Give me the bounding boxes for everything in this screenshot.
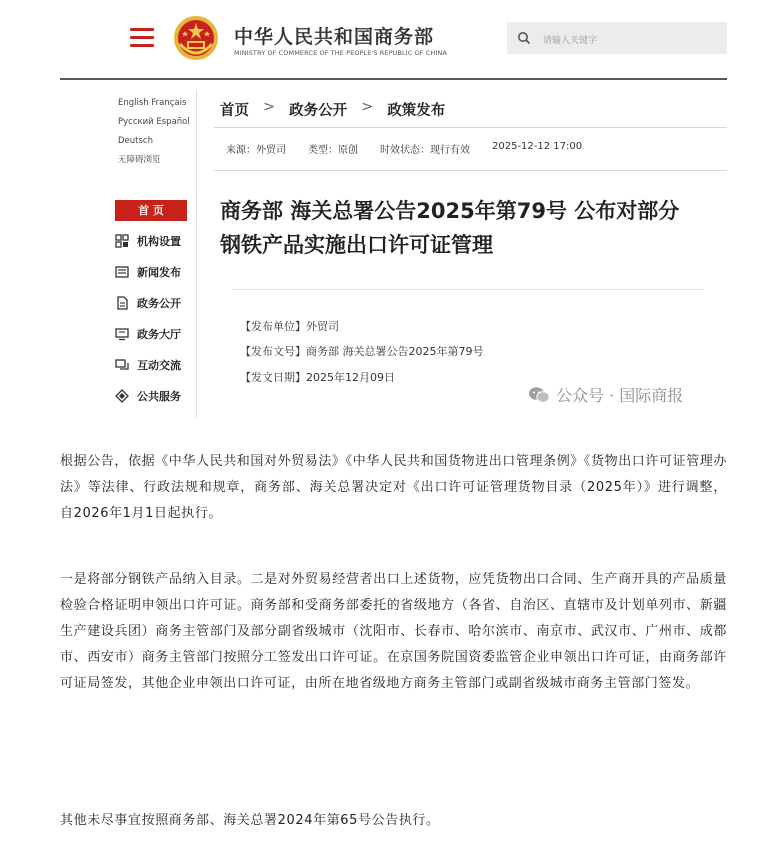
site-title: 中华人民共和国商务部 <box>234 26 435 48</box>
header-divider <box>60 78 727 80</box>
sidebar-item-label: 互动交流 <box>137 359 181 372</box>
sidebar-item-interaction[interactable] <box>115 355 181 375</box>
body-paragraph-2: 一是将部分钢铁产品纳入目录。二是对外贸易经营者出口上述货物，应凭货物出口合同、生产商开具的产品质量检验合格证明申领出口许可证。商务部和受商务部委托的省级地方（各省、自治区、直辖市及计划单列市、新疆生产建设兵团）商务主管部门及部分副省级城市（沈阳市、长春市、哈尔滨市、南京市、武汉市、广州市、成都市、西安市）商务主管部门按照分工签发出口许可证。在京国务院国资委监管企业申领出口许可证，由商务部许可证局签发，其他企业申领出口许可证，由所在地省级地方商务主管部门或副省级城市商务主管部门签发。 <box>60 572 727 691</box>
breadcrumb-gov-affairs[interactable]: 政务公开 <box>289 103 348 119</box>
meta-type: 类型：原创 <box>308 145 358 156</box>
breadcrumb-home[interactable]: 首页 <box>220 103 249 119</box>
chat-icon <box>115 358 129 372</box>
sidebar-item-label: 政务公开 <box>137 297 181 310</box>
breadcrumb-divider <box>214 127 727 128</box>
info-doc-number: 【发布文号】商务部 海关总署公告2025年第79号 <box>240 345 484 358</box>
national-emblem-icon <box>172 14 220 62</box>
language-link-de[interactable]: Deutsch <box>118 136 153 146</box>
meta-datetime: 2025-12-12 17:00 <box>492 141 583 152</box>
search-icon[interactable] <box>517 31 531 45</box>
sidebar-divider <box>196 90 197 418</box>
org-grid-icon <box>115 234 129 248</box>
language-link-ru-es[interactable]: Русский Español <box>118 117 190 127</box>
info-issue-date: 【发文日期】2025年12月09日 <box>240 371 395 384</box>
meta-source: 来源：外贸司 <box>226 145 286 156</box>
sidebar-item-label: 机构设置 <box>137 235 181 248</box>
breadcrumb <box>220 99 445 120</box>
breadcrumb-separator: > <box>263 99 276 115</box>
sidebar-item-service-hall[interactable] <box>115 324 181 344</box>
language-links <box>118 97 190 173</box>
site-subtitle: MINISTRY OF COMMERCE OF THE PEOPLE'S REPUBLIC OF CHINA <box>234 49 447 57</box>
body-paragraph-3: 其他未尽事宜按照商务部、海关总署2024年第65号公告执行。 <box>60 813 440 828</box>
wechat-icon <box>528 386 550 404</box>
sidebar-item-label: 新闻发布 <box>137 266 181 279</box>
watermark-text: 公众号 · 国际商报 <box>556 386 684 405</box>
sidebar-item-public-service[interactable] <box>115 386 181 406</box>
info-issuer: 【发布单位】外贸司 <box>240 320 339 333</box>
monitor-icon <box>115 327 129 341</box>
meta-status: 时效状态：现行有效 <box>380 145 470 156</box>
breadcrumb-separator: > <box>361 99 374 115</box>
accessibility-link[interactable]: 无障碍浏览 <box>118 155 161 165</box>
sidebar-item-label: 公共服务 <box>137 390 181 403</box>
meta-divider <box>214 170 727 171</box>
sidebar-item-gov-affairs[interactable] <box>115 293 181 313</box>
body-paragraph-1: 根据公告，依据《中华人民共和国对外贸易法》《中华人民共和国货物进出口管理条例》《货物出口许可证管理办法》等法律、行政法规和规章，商务部、海关总署决定对《出口许可证管理货物目录（2025年）》进行调整，自2026年1月1日起执行。 <box>60 454 728 521</box>
language-link-en-fr[interactable]: English Français <box>118 98 187 108</box>
search-input[interactable] <box>507 22 727 54</box>
sidebar-item-label: 政务大厅 <box>137 328 181 341</box>
breadcrumb-policy[interactable]: 政策发布 <box>387 103 446 119</box>
sidebar-item-news[interactable] <box>115 262 181 282</box>
sidebar-item-organization[interactable] <box>115 231 181 251</box>
wechat-watermark <box>528 383 683 406</box>
title-divider <box>232 289 704 290</box>
sidebar-home-button[interactable]: 首 页 <box>115 200 187 221</box>
article-title: 商务部 海关总署公告2025年第79号 公布对部分钢铁产品实施出口许可证管理 <box>220 199 680 257</box>
hamburger-menu-icon[interactable] <box>130 28 154 46</box>
document-icon <box>115 296 129 310</box>
article-meta <box>226 141 604 156</box>
news-icon <box>115 265 129 279</box>
service-icon <box>115 389 129 403</box>
search-placeholder: 请输入关键字 <box>543 36 598 46</box>
